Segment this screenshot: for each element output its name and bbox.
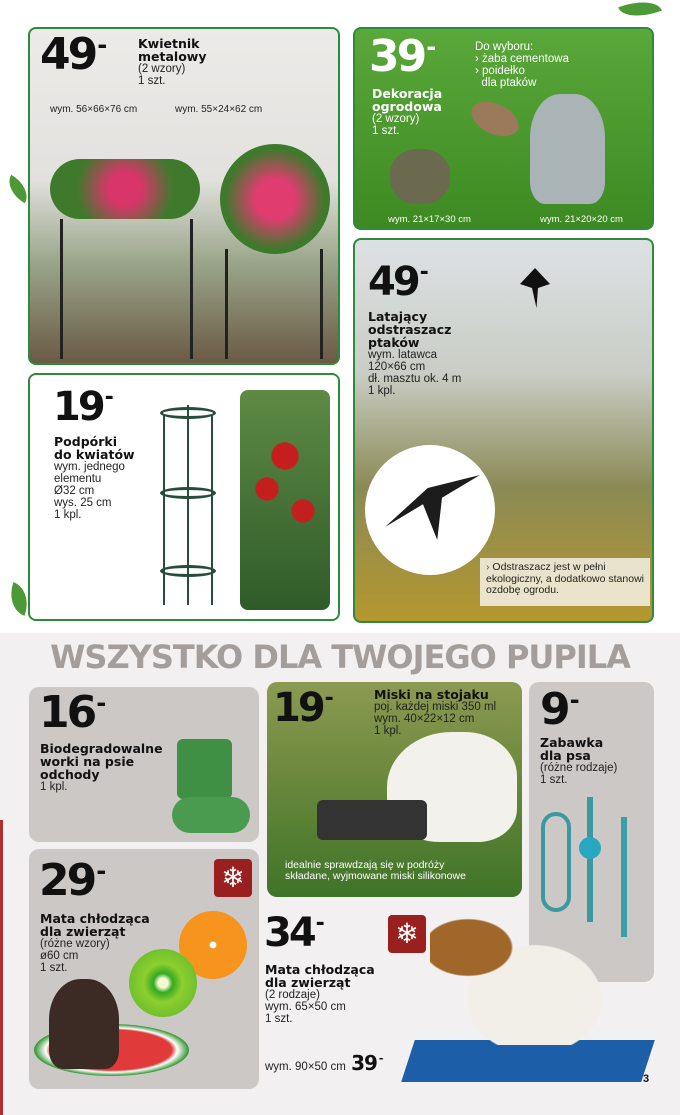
product-info-cooling-mat-rect — [265, 963, 375, 1025]
product-title: do kwiatów — [54, 447, 135, 462]
info-note: › Odstraszacz jest w pełni ekologiczny, a dodatkowo stanowi ozdobę ogrodu. — [480, 558, 650, 606]
product-title: Miski na stojaku — [374, 687, 489, 702]
description: dł. masztu ok. 4 m — [368, 373, 462, 385]
blue-mat-image — [401, 1040, 655, 1082]
description: elementu — [54, 473, 102, 485]
tennis-ball — [579, 837, 601, 859]
dimension: wym. 65×50 cm — [265, 1001, 346, 1013]
dimension: ø60 cm — [40, 950, 79, 962]
price: 49- — [368, 259, 429, 305]
dimension: wym. 56×66×76 cm — [50, 104, 138, 115]
cooling-snowflake-icon: ❄ — [214, 859, 252, 897]
product-card-bird-scarer[interactable] — [353, 238, 654, 623]
product-title: Dekoracja — [372, 86, 443, 101]
dimension: wym. 21×20×20 cm — [540, 214, 623, 225]
alt-size-price: wym. 90×50 cm 39 - — [265, 1051, 384, 1075]
product-title: Latający — [368, 309, 428, 324]
product-title: Podpórki — [54, 434, 117, 449]
price: 19- — [273, 685, 334, 731]
ball-rope-toy-image — [587, 797, 593, 922]
description: Ø32 cm — [54, 485, 95, 497]
choice-item-cont: dla ptaków — [481, 77, 537, 89]
description: 120×66 cm — [368, 361, 426, 373]
quantity: 1 szt. — [372, 125, 400, 137]
section-heading: WSZYSTKO DLA TWOJEGO PUPILA — [50, 638, 630, 676]
dimension: wym. 55×24×62 cm — [175, 104, 263, 115]
product-title: metalowy — [138, 49, 207, 64]
bag-rolls-image — [177, 739, 232, 799]
price: 39- — [369, 31, 437, 82]
product-card-garden-decor[interactable] — [353, 27, 654, 230]
product-title: dla zwierząt — [265, 975, 351, 990]
cooling-snowflake-icon: ❄ — [388, 915, 426, 953]
variant: (2 wzory) — [372, 113, 420, 125]
variant: (2 wzory) — [138, 63, 186, 75]
left-edge-stripe — [0, 820, 3, 1115]
bowl-stand-image — [317, 800, 427, 840]
quantity: 1 kpl. — [54, 509, 82, 521]
price: 19- — [53, 384, 114, 430]
product-card-cooling-mat-round[interactable] — [29, 849, 259, 1089]
page-number: 3 — [643, 1073, 650, 1085]
product-title: odstraszacz — [368, 322, 452, 337]
product-title: worki na psie — [40, 754, 135, 769]
variant: (2 rodzaje) — [265, 989, 320, 1001]
description: wym. latawca — [368, 349, 438, 361]
quantity: 1 szt. — [40, 962, 68, 974]
quantity: 1 szt. — [265, 1013, 293, 1025]
kite-silhouette — [520, 268, 550, 308]
product-card-planter[interactable] — [28, 27, 340, 365]
bird-image — [466, 95, 524, 143]
description: wym. 40×22×12 cm — [374, 713, 475, 725]
dimension: wym. 21×17×30 cm — [388, 214, 471, 225]
planter-image — [45, 139, 325, 364]
variant: (różne rodzaje) — [540, 762, 618, 774]
product-title: odchody — [40, 767, 100, 782]
kite-image — [365, 445, 495, 575]
choice-item: › żaba cementowa — [475, 53, 569, 65]
variant: (różne wzory) — [40, 938, 110, 950]
bag-roll-image — [172, 797, 250, 833]
kiwi-mat-image — [129, 949, 197, 1017]
product-title: Mata chłodząca — [40, 911, 150, 926]
product-title: Biodegradowalne — [40, 741, 163, 756]
bowls-note: idealnie sprawdzają się w podróży składane, wyjmowane miski silikonowe — [285, 859, 466, 882]
product-title: Mata chłodząca — [265, 962, 375, 977]
quantity: 1 kpl. — [40, 781, 68, 793]
bird-feeder-image — [390, 149, 450, 204]
price: 49- — [40, 29, 108, 80]
quantity: 1 szt. — [540, 774, 568, 786]
price: 16- — [39, 687, 107, 738]
leaf-decoration — [618, 0, 662, 24]
choice-label: Do wyboru: — [475, 41, 534, 53]
product-card-bowls[interactable] — [267, 682, 522, 897]
dog-cat-image — [49, 979, 119, 1069]
quantity: 1 kpl. — [374, 725, 402, 737]
quantity: 1 kpl. — [368, 385, 396, 397]
choice-item: › poidełko — [475, 65, 525, 77]
description: poj. każdej miski 350 ml — [374, 701, 497, 713]
price: 9- — [540, 684, 580, 735]
product-title: dla psa — [540, 748, 591, 763]
product-title: Kwietnik — [138, 36, 200, 51]
product-title: ogrodowa — [372, 99, 442, 114]
product-title: ptaków — [368, 335, 420, 350]
product-title: dla zwierząt — [40, 924, 126, 939]
product-card-dog-bags[interactable] — [29, 687, 259, 842]
description: wys. 25 cm — [54, 497, 112, 509]
product-card-plant-supports[interactable] — [28, 373, 340, 621]
frog-image — [530, 94, 605, 204]
rope-toy-image — [541, 812, 571, 912]
price: 29- — [39, 855, 107, 906]
price: 34- — [264, 910, 325, 956]
supports-diagram — [160, 405, 220, 605]
knot-rope-toy-image — [621, 817, 627, 937]
description: wym. jednego — [54, 461, 125, 473]
beagle-image — [430, 915, 620, 1045]
roses-image — [240, 390, 330, 610]
quantity: 1 szt. — [138, 75, 166, 87]
product-title: Zabawka — [540, 735, 604, 750]
